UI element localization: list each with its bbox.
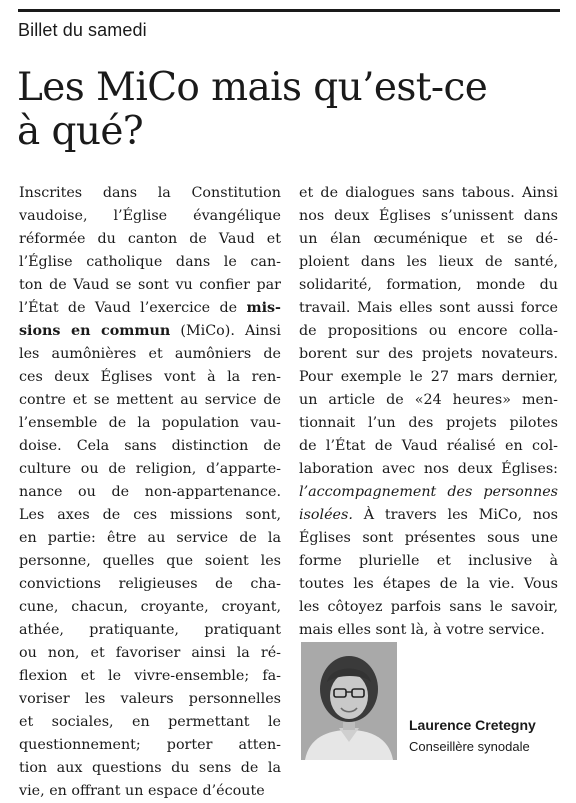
body-line: ploient dans les lieux de santé, [299, 254, 558, 270]
body-line: et sociales, en permettant le [19, 714, 281, 730]
body-line: forme plurielle et inclusive à [299, 553, 558, 569]
author-name: Laurence Cretegny [409, 717, 536, 733]
body-line: contre et se mettent au service de [19, 392, 281, 408]
body-line: un élan œcuménique et se dé- [299, 231, 558, 247]
bold-term: mis- [246, 300, 281, 316]
top-rule [18, 9, 560, 12]
body-line: nos deux Églises s’unissent dans [299, 208, 558, 224]
body-line: Les axes de ces missions sont, [19, 507, 281, 523]
body-line: nance ou de non-appartenance. [19, 484, 281, 500]
body-line: les aumônières et aumôniers de [19, 346, 281, 362]
author-role: Conseillère synodale [409, 739, 530, 754]
body-line: ces deux Églises vont à la ren- [19, 369, 281, 385]
body-line: doise. Cela sans distinction de [19, 438, 281, 454]
body-line [299, 504, 558, 527]
body-line: athée, pratiquante, pratiquant [19, 622, 281, 638]
body-line: cune, chacun, croyante, croyant, [19, 599, 281, 615]
body-text: À travers les MiCo, nos [352, 507, 558, 523]
italic-phrase: isolées. [299, 507, 353, 523]
body-line: l’Église catholique dans le can- [19, 254, 281, 270]
body-line: travail. Mais elles sont aussi force [299, 300, 558, 316]
body-line: questionnement; porter atten- [19, 737, 281, 753]
body-line: Églises sont présentes sous une [299, 530, 558, 546]
body-text: (MiCo). Ainsi [170, 323, 281, 339]
bold-term: sions en commun [19, 323, 171, 339]
body-line: personne, quelles que soient les [19, 553, 281, 569]
body-line: en partie: être au service de la [19, 530, 281, 546]
body-line: Inscrites dans la Constitution [19, 185, 281, 201]
headline-line: à qué? [17, 109, 144, 154]
body-line: mais elles sont là, à votre service. [299, 622, 545, 638]
body-line: vie, en offrant un espace d’écoute [19, 783, 265, 799]
body-line: borent sur des projets novateurs. [299, 346, 558, 362]
body-line: de propositions ou encore colla- [299, 323, 558, 339]
portrait-illustration [301, 642, 397, 760]
headline [17, 66, 487, 154]
article-body-right-column [299, 182, 558, 642]
section-kicker: Billet du samedi [18, 20, 147, 40]
body-line: convictions religieuses de cha- [19, 576, 281, 592]
body-line: réformée du canton de Vaud et [19, 231, 281, 247]
body-line: ton de Vaud se sont vu confier par [19, 277, 281, 293]
body-line: vaudoise, l’Église évangélique [19, 208, 281, 224]
body-line [19, 320, 281, 343]
body-line: et de dialogues sans tabous. Ainsi [299, 185, 558, 201]
body-line: tion aux questions du sens de la [19, 760, 281, 776]
body-line: ou non, et favoriser ainsi la ré- [19, 645, 281, 661]
body-line: Pour exemple le 27 mars dernier, [299, 369, 558, 385]
italic-phrase: l’accompagnement des personnes [299, 484, 558, 500]
body-line: tionnait l’un des projets pilotes [299, 415, 558, 431]
body-line: l’ensemble de la population vau- [19, 415, 281, 431]
headline-line: Les MiCo mais qu’est-ce [17, 65, 488, 110]
author-photo [301, 642, 397, 760]
body-line: culture ou de religion, d’apparte- [19, 461, 281, 477]
article-body-left-column [19, 182, 281, 803]
body-text: l’État de Vaud l’exercice de [19, 300, 247, 316]
body-line: voriser les valeurs personnelles [19, 691, 281, 707]
body-line: solidarité, formation, monde du [299, 277, 558, 293]
body-line: un article de «24 heures» men- [299, 392, 558, 408]
body-line: de l’État de Vaud réalisé en col- [299, 438, 558, 454]
body-line [19, 297, 281, 320]
body-line: laboration avec nos deux Églises: [299, 461, 558, 477]
body-line: les côtoyez parfois sans le savoir, [299, 599, 558, 615]
body-line [299, 481, 558, 504]
body-line: flexion et le vivre-ensemble; fa- [19, 668, 281, 684]
body-line: toutes les étapes de la vie. Vous [299, 576, 558, 592]
